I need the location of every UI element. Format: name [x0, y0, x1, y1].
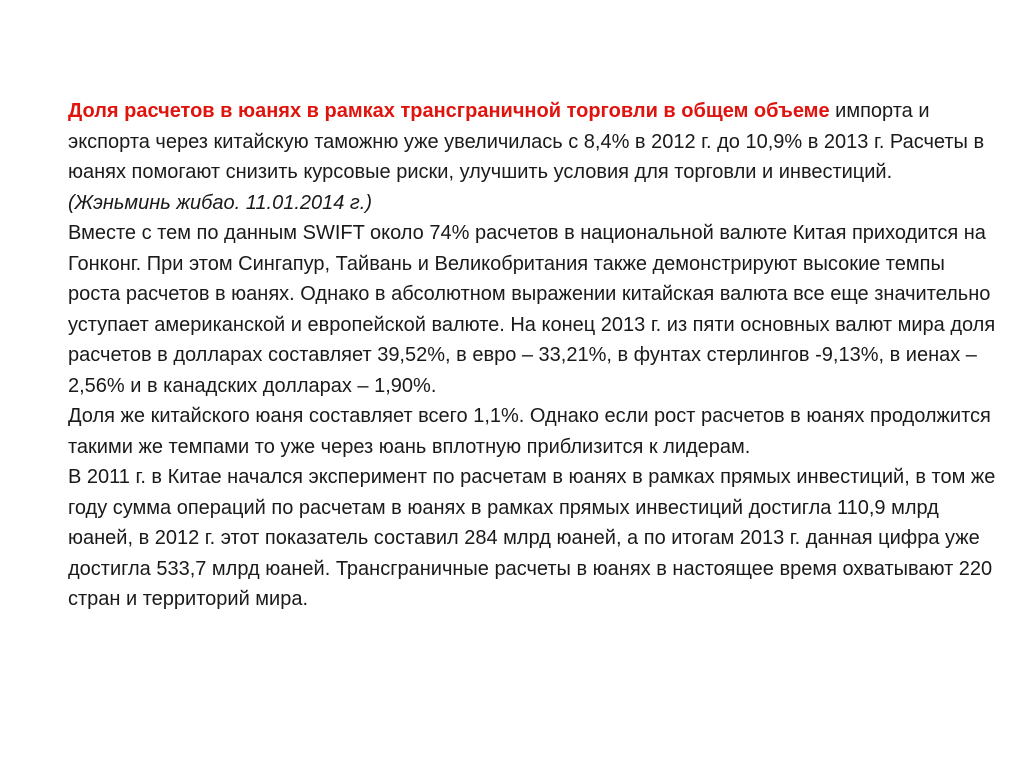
paragraph-trade-share: [68, 96, 998, 218]
paragraph-trade-share-text: импорта и экспорта через китайскую таможню уже увеличилась с 8,4% в 2012 г. до 10,9% в 2013 г. Расчеты в юанях помогают снизить курсовые риски, улучшить условия для торговли и инвестиций.: [68, 100, 985, 183]
highlighted-lead-phrase: Доля расчетов в юанях в рамках трансграничной торговли в общем объеме: [68, 100, 830, 122]
source-citation: (Жэньминь жибао. 11.01.2014 г.): [68, 191, 373, 214]
paragraph-swift-data: Вместе с тем по данным SWIFT около 74% расчетов в национальной валюте Китая приходится на Гонконг. При этом Сингапур, Тайвань и Великобритания также демонстрируют высокие темпы роста расчетов в юанях. Однако в абсолютном выражении китайская валюта все еще значительно уступает американской и европейской валюте. На конец 2013 г. из пяти основных валют мира доля расчетов в долларах составляет 39,52%, в евро – 33,21%, в фунтах стерлингов -9,13%, в иенах – 2,56% и в канадских долларах – 1,90%.: [68, 222, 996, 397]
paragraph-yuan-share: Доля же китайского юаня составляет всего 1,1%. Однако если рост расчетов в юанях продолжится такими же темпами то уже через юань вплотную приблизится к лидерам.: [68, 405, 991, 458]
paragraph-direct-investment: В 2011 г. в Китае начался эксперимент по расчетам в юанях в рамках прямых инвестиций, в том же году сумма операций по расчетам в юанях в рамках прямых инвестиций достигла 110,9 млрд юаней, в 2012 г. этот показатель составил 284 млрд юаней, а по итогам 2013 г. данная цифра уже достигла 533,7 млрд юаней. Трансграничные расчеты в юанях в настоящее время охватывают 220 стран и территорий мира.: [68, 466, 996, 610]
body-text-block: [68, 96, 998, 615]
